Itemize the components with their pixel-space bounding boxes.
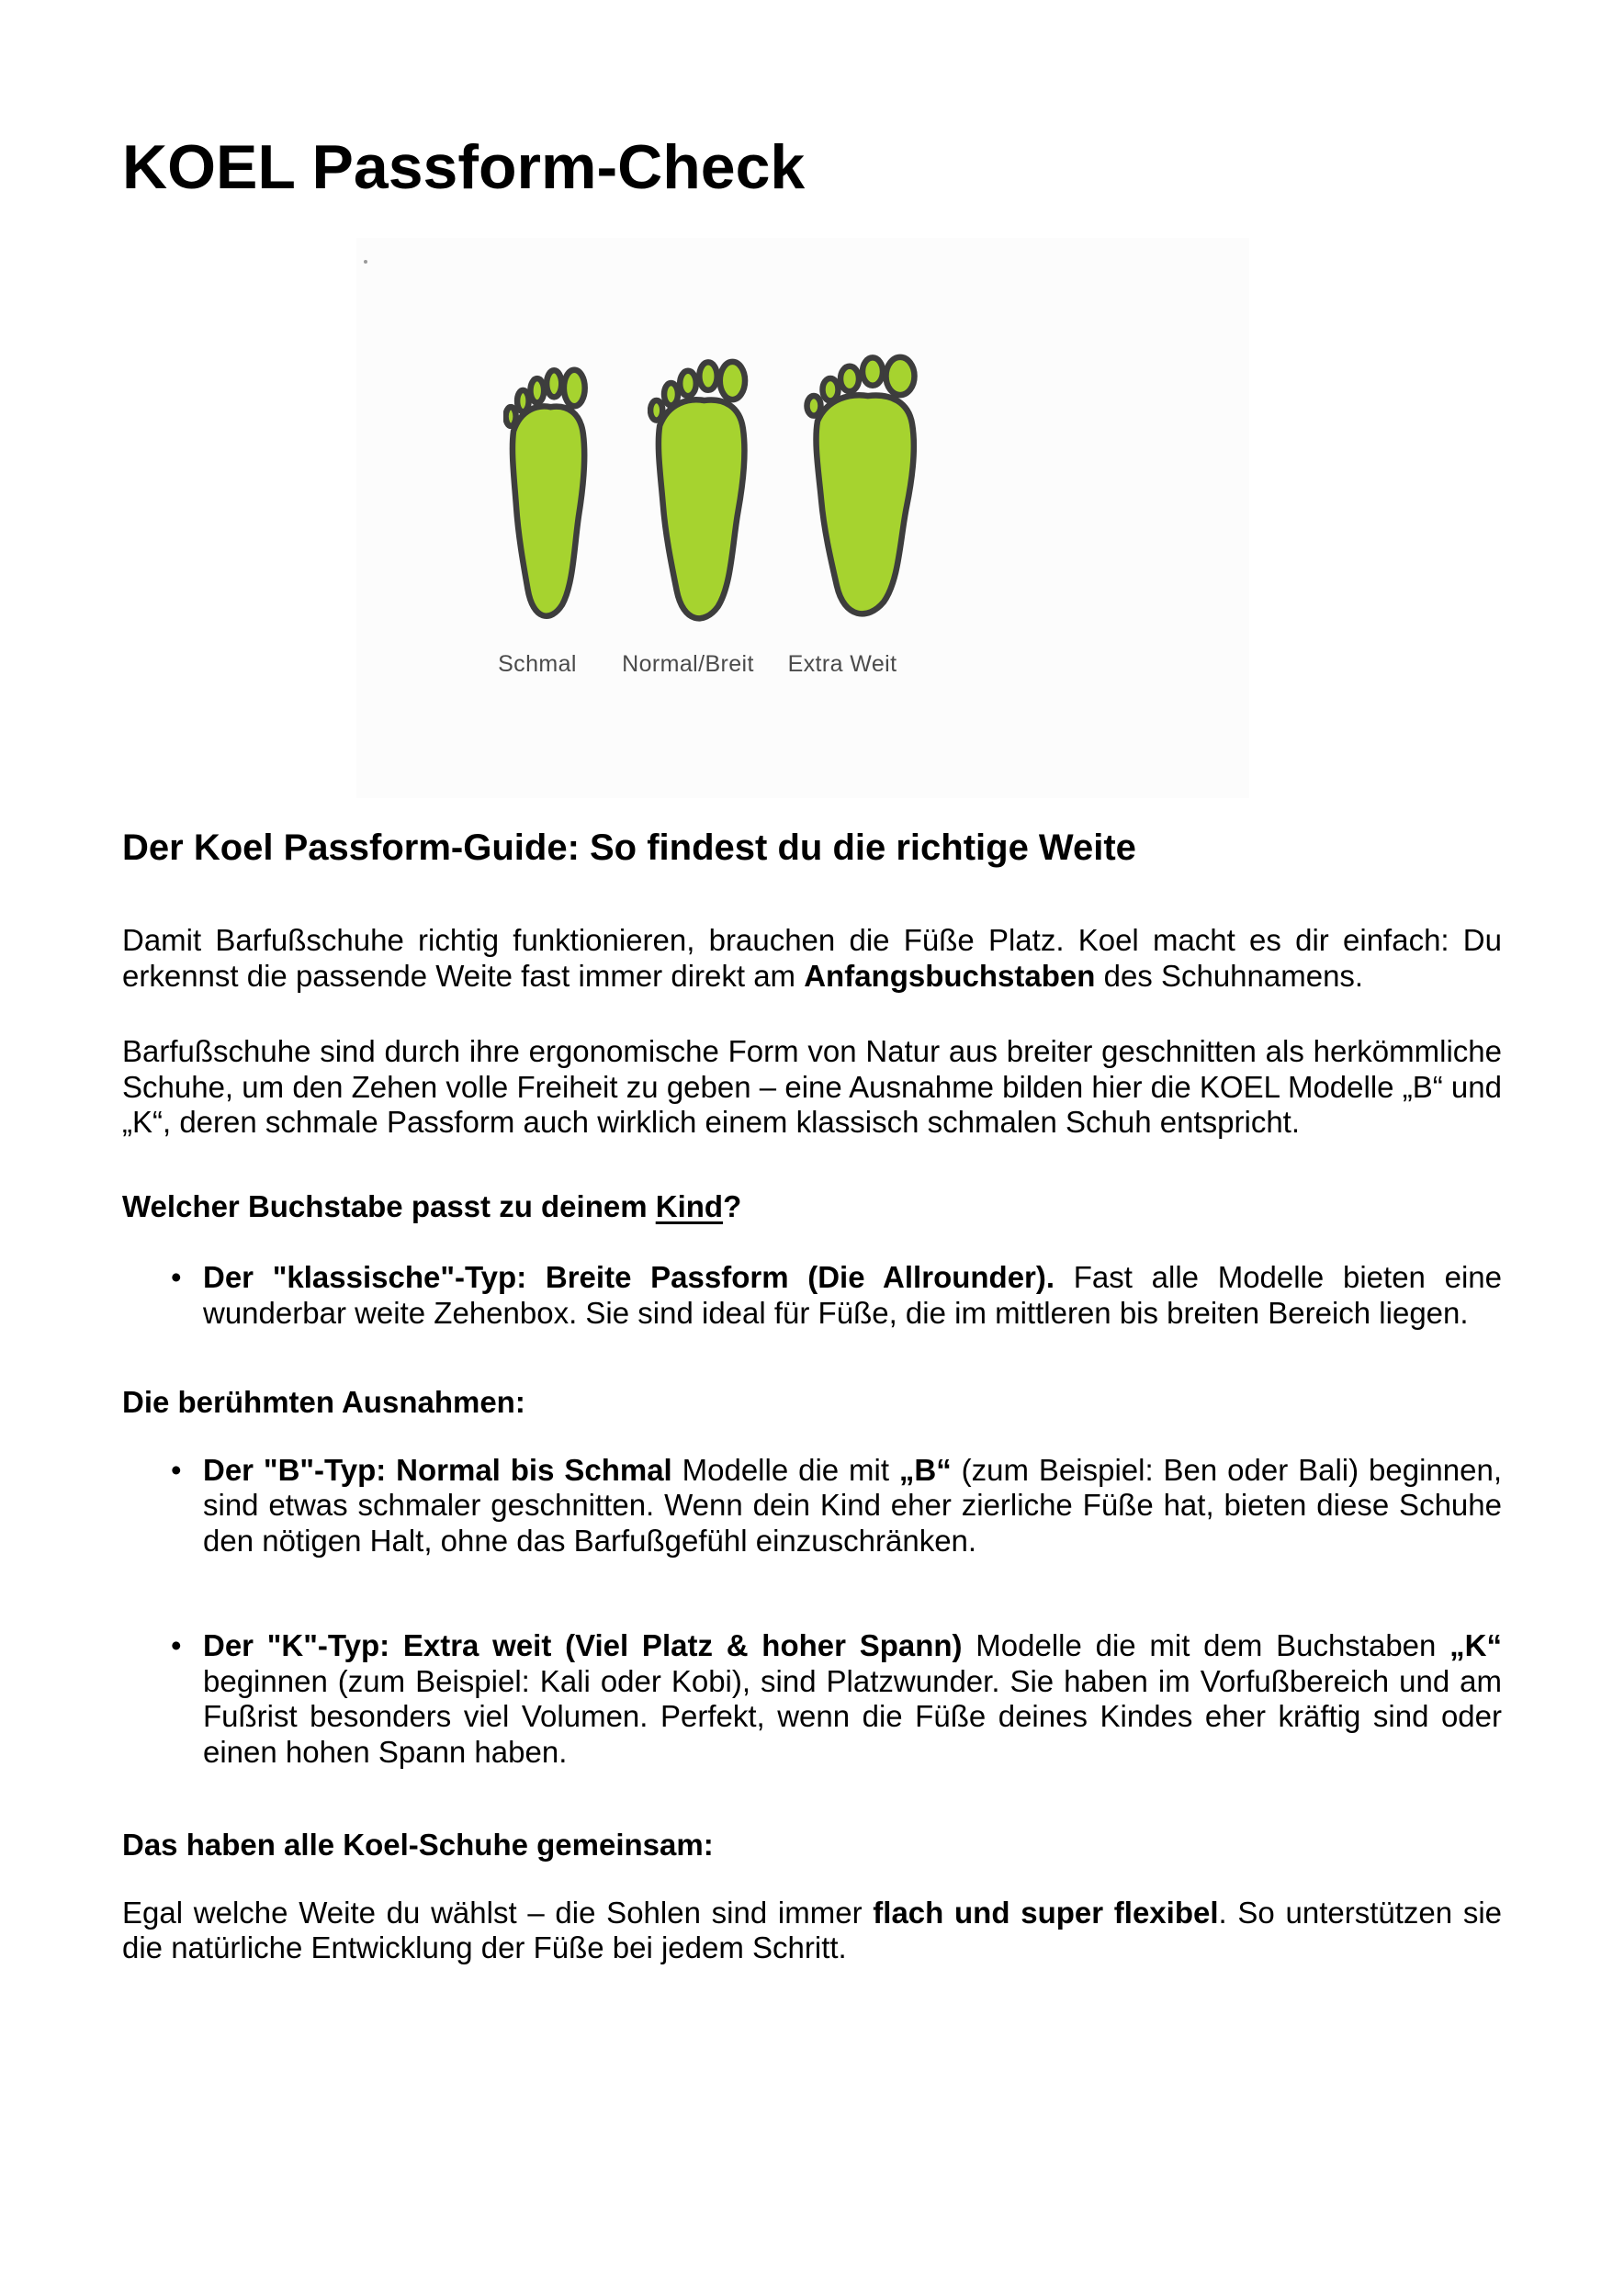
paragraph-intro: Damit Barfußschuhe richtig funktionieren, brauchen die Füße Platz. Koel macht es dir einfach: Du erkennst die passende Weite fast immer direkt am Anfangsbuchstaben des Schuhnamens. — [122, 923, 1502, 993]
guide-heading: Der Koel Passform-Guide: So findest du die richtige Weite — [122, 827, 1136, 869]
foot-width-illustration — [356, 238, 1249, 798]
paragraph-soles: Egal welche Weite du wählst – die Sohlen sind immer flach und super flexibel. So unterstützen sie die natürliche Entwicklung der Füße bei jedem Schritt. — [122, 1895, 1502, 1965]
paragraph-barefoot-shape: Barfußschuhe sind durch ihre ergonomische Form von Natur aus breiter geschnitten als herkömmliche Schuhe, um den Zehen volle Freiheit zu geben – eine Ausnahme bilden hier die KOEL Modelle „B“ und „K“, deren schmale Passform auch wirklich einem klassisch schmalen Schuh entspricht. — [122, 1034, 1502, 1140]
classic-type-list — [122, 1260, 1502, 1331]
question-heading: Welcher Buchstabe passt zu deinem Kind? — [122, 1188, 742, 1223]
scan-artifact-dot — [364, 260, 367, 264]
bullet-icon: • — [171, 1260, 182, 1295]
footprint-schmal — [503, 366, 588, 625]
common-heading: Das haben alle Koel-Schuhe gemeinsam: — [122, 1828, 714, 1863]
list-item-classic-type: • Der "klassische"-Typ: Breite Passform (Die Allrounder). Fast alle Modelle bieten eine wunderbar weite Zehenbox. Sie sind ideal für Füße, die im mittleren bis breiten Bereich liegen. — [171, 1260, 1502, 1330]
bullet-icon: • — [171, 1628, 182, 1663]
label-schmal: Schmal — [498, 651, 577, 678]
bullet-icon: • — [171, 1452, 182, 1487]
page-title: KOEL Passform-Check — [122, 132, 806, 202]
footprint-normal-breit — [648, 358, 749, 628]
footprint-extra-weit — [804, 354, 919, 624]
label-normal-breit: Normal/Breit — [622, 651, 754, 678]
list-item-b-type: • Der "B"-Typ: Normal bis Schmal Modelle die mit „B“ (zum Beispiel: Ben oder Bali) beginnen, sind etwas schmaler geschnitten. Wenn dein Kind eher zierliche Füße hat, bieten diese Schuhe den nötigen Halt, ohne das Barfußgefühl einzuschränken. — [171, 1452, 1502, 1558]
exceptions-list — [122, 1453, 1502, 1771]
exceptions-heading: Die berühmten Ausnahmen: — [122, 1385, 525, 1420]
label-extra-weit: Extra Weit — [787, 651, 897, 678]
list-item-k-type: • Der "K"-Typ: Extra weit (Viel Platz & hoher Spann) Modelle die mit dem Buchstaben „K“ beginnen (zum Beispiel: Kali oder Kobi), sind Platzwunder. Sie haben im Vorfußbereich und am Fußrist besonders viel Volumen. Perfekt, wenn die Füße deines Kindes eher kräftig sind oder einen hohen Spann haben. — [171, 1628, 1502, 1769]
